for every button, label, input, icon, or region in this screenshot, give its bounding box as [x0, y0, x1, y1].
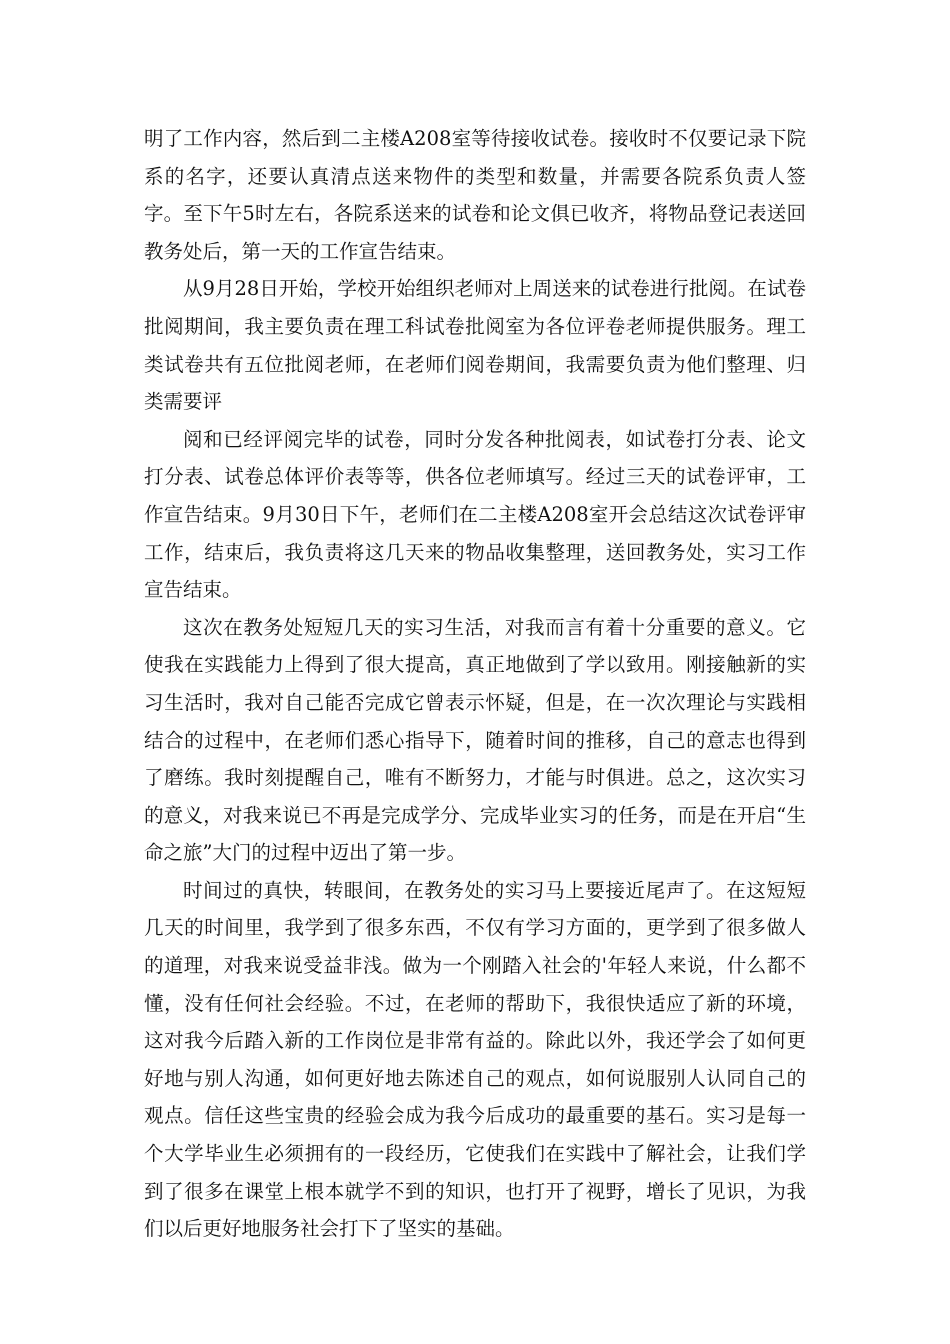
paragraph-grading-start: 从9月28日开始，学校开始组织老师对上周送来的试卷进行批阅。在试卷批阅期间，我主要负责在理工科试卷批阅室为各位评卷老师提供服务。理工类试卷共有五位批阅老师，在老师们阅卷期间，我需要负责为他们整理、归类需要评: [144, 277, 806, 414]
paragraph-continuation: 明了工作内容，然后到二主楼A208室等待接收试卷。接收时不仅要记录下院系的名字，还要认真清点送来物件的类型和数量，并需要各院系负责人签字。至下午5时左右，各院系送来的试卷和论文俱已收齐，将物品登记表送回教务处后，第一天的工作宣告结束。: [144, 127, 806, 263]
document-body: [144, 120, 806, 1248]
paragraph-conclusion: 时间过的真快，转眼间，在教务处的实习马上要接近尾声了。在这短短几天的时间里，我学到了很多东西，不仅有学习方面的，更学到了很多做人的道理，对我来说受益非浅。做为一个刚踏入社会的'年轻人来说，什么都不懂，没有任何社会经验。不过，在老师的帮助下，我很快适应了新的环境，这对我今后踏入新的工作岗位是非常有益的。除此以外，我还学会了如何更好地与别人沟通，如何更好地去陈述自己的观点，如何说服别人认同自己的观点。信任这些宝贵的经验会成为我今后成功的最重要的基石。实习是每一个大学毕业生必须拥有的一段经历，它使我们在实践中了解社会，让我们学到了很多在课堂上根本就学不到的知识，也打开了视野，增长了见识，为我们以后更好地服务社会打下了坚实的基础。: [144, 878, 806, 1241]
paragraph-significance: 这次在教务处短短几天的实习生活，对我而言有着十分重要的意义。它使我在实践能力上得到了很大提高，真正地做到了学以致用。刚接触新的实习生活时，我对自己能否完成它曾表示怀疑，但是，在一次次理论与实践相结合的过程中，在老师们悉心指导下，随着时间的推移，自己的意志也得到了磨练。我时刻提醒自己，唯有不断努力，才能与时俱进。总之，这次实习的意义，对我来说已不再是完成学分、完成毕业实习的任务，而是在开启“生命之旅”大门的过程中迈出了第一步。: [144, 615, 806, 865]
paragraph-grading-end: 阅和已经评阅完毕的试卷，同时分发各种批阅表，如试卷打分表、论文打分表、试卷总体评价表等等，供各位老师填写。经过三天的试卷评审，工作宣告结束。9月30日下午，老师们在二主楼A208室开会总结这次试卷评审工作，结束后，我负责将这几天来的物品收集整理，送回教务处，实习工作宣告结束。: [144, 427, 806, 602]
